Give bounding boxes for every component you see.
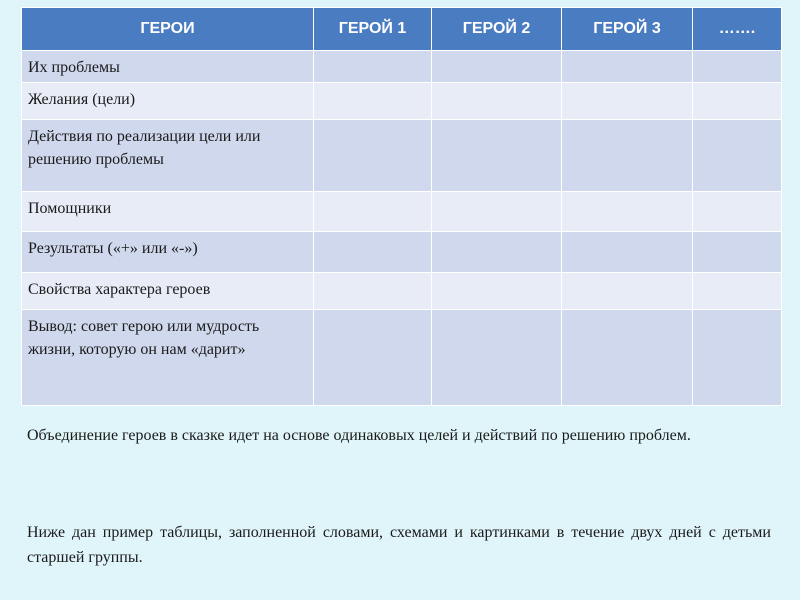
row-label-traits: Свойства характера героев bbox=[22, 273, 314, 310]
row-label-conclusion: Вывод: совет герою или мудрость жизни, которую он нам «дарит» bbox=[22, 310, 314, 406]
table-cell bbox=[562, 310, 693, 406]
table-cell bbox=[314, 83, 432, 120]
table-cell bbox=[314, 232, 432, 273]
table-cell bbox=[562, 273, 693, 310]
table-cell bbox=[693, 232, 782, 273]
header-heroes: ГЕРОИ bbox=[22, 8, 314, 51]
table-cell bbox=[562, 120, 693, 192]
table-row bbox=[22, 310, 782, 406]
table-cell bbox=[432, 51, 562, 83]
header-hero-1: ГЕРОЙ 1 bbox=[314, 8, 432, 51]
row-label-helpers: Помощники bbox=[22, 192, 314, 232]
table-cell bbox=[693, 273, 782, 310]
table-cell bbox=[432, 273, 562, 310]
table-row bbox=[22, 192, 782, 232]
table-cell bbox=[432, 83, 562, 120]
table-row bbox=[22, 51, 782, 83]
table-cell bbox=[562, 232, 693, 273]
table-row bbox=[22, 83, 782, 120]
row-label-results: Результаты («+» или «-») bbox=[22, 232, 314, 273]
note-paragraph-1: Объединение героев в сказке идет на основе одинаковых целей и действий по решению проблем. bbox=[27, 427, 691, 444]
table-row bbox=[22, 273, 782, 310]
row-label-actions: Действия по реализации цели или решению проблемы bbox=[22, 120, 314, 192]
header-more: ……. bbox=[693, 8, 782, 51]
table-cell bbox=[562, 51, 693, 83]
table-cell bbox=[693, 83, 782, 120]
table-cell bbox=[314, 51, 432, 83]
table-cell bbox=[432, 310, 562, 406]
row-label-problems: Их проблемы bbox=[22, 51, 314, 83]
table-header-row bbox=[22, 8, 782, 51]
table-cell bbox=[314, 310, 432, 406]
table-cell bbox=[693, 120, 782, 192]
table-cell bbox=[562, 83, 693, 120]
table-cell bbox=[432, 232, 562, 273]
note-paragraph-2: Ниже дан пример таблицы, заполненной словами, схемами и картинками в течение двух дней с детьми старшей группы. bbox=[27, 524, 771, 566]
table-cell bbox=[693, 310, 782, 406]
row-label-wishes: Желания (цели) bbox=[22, 83, 314, 120]
heroes-table bbox=[21, 7, 782, 406]
table-cell bbox=[562, 192, 693, 232]
table-cell bbox=[693, 192, 782, 232]
table-row bbox=[22, 120, 782, 192]
header-hero-3: ГЕРОЙ 3 bbox=[562, 8, 693, 51]
table-cell bbox=[432, 120, 562, 192]
table-row bbox=[22, 232, 782, 273]
table-cell bbox=[314, 273, 432, 310]
header-hero-2: ГЕРОЙ 2 bbox=[432, 8, 562, 51]
table-cell bbox=[432, 192, 562, 232]
table-cell bbox=[314, 192, 432, 232]
table-cell bbox=[314, 120, 432, 192]
table-cell bbox=[693, 51, 782, 83]
